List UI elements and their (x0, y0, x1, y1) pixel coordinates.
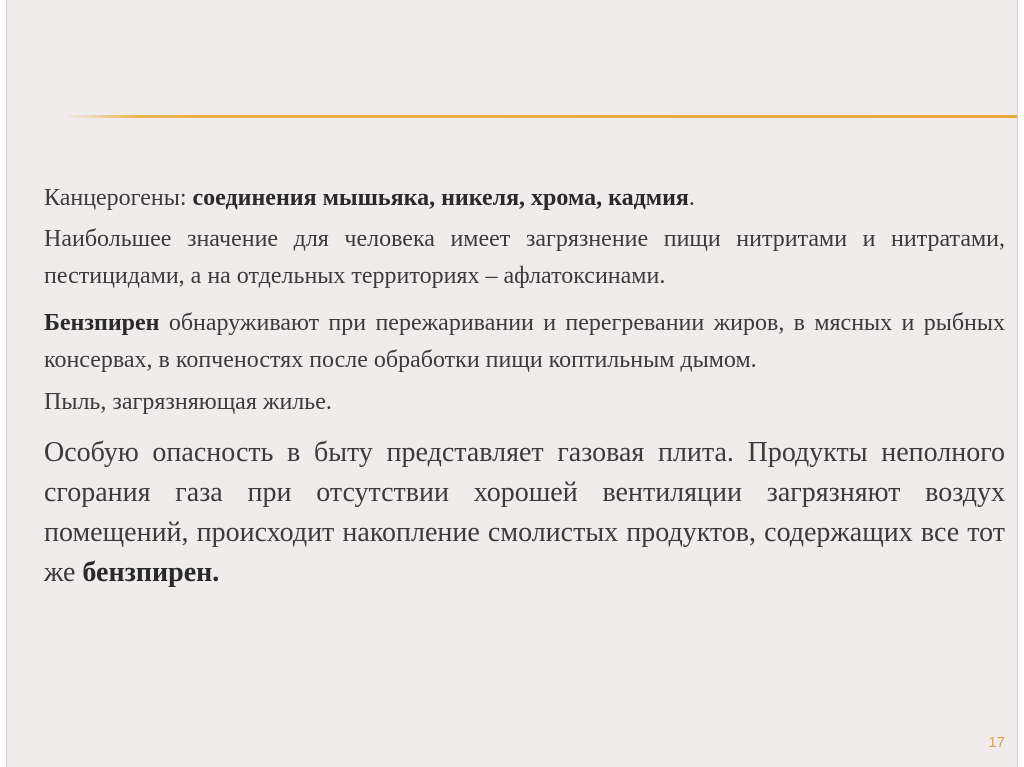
title-divider-line (65, 115, 1018, 118)
benzpyrene-description: обнаруживают при пережаривании и перегревании жиров, в мясных и рыбных консервах, в копченостях после обработки пищи коптильным дымом. (44, 310, 1005, 373)
gas-stove-benzpyrene: бензпирен. (82, 557, 220, 588)
paragraph-carcinogens (44, 180, 1005, 217)
gas-stove-text: Особую опасность в быту представляет газовая плита. Продукты неполного сгорания газа при отсутствии хорошей вентиляции загрязняют воздух помещений, происходит накопление смолистых продуктов, содержащих все тот же (44, 437, 1005, 588)
paragraph-dust: Пыль, загрязняющая жилье. (44, 389, 332, 415)
paragraph-food-contamination: Наибольшее значение для человека имеет загрязнение пищи нитритами и нитратами, пестицидами, а на отдельных территориях – афлатоксинами. (44, 226, 1005, 289)
paragraph-benzpyrene (44, 305, 1005, 379)
carcinogens-label: Канцерогены: (44, 185, 193, 211)
paragraph-gas-stove (44, 433, 1005, 593)
benzpyrene-term: Бензпирен (44, 310, 160, 336)
carcinogens-list: соединения мышьяка, никеля, хрома, кадмия (192, 185, 689, 211)
carcinogens-suffix: . (688, 185, 695, 211)
slide-body (44, 180, 1005, 593)
slide (6, 0, 1018, 767)
page-number: 17 (988, 734, 1005, 751)
